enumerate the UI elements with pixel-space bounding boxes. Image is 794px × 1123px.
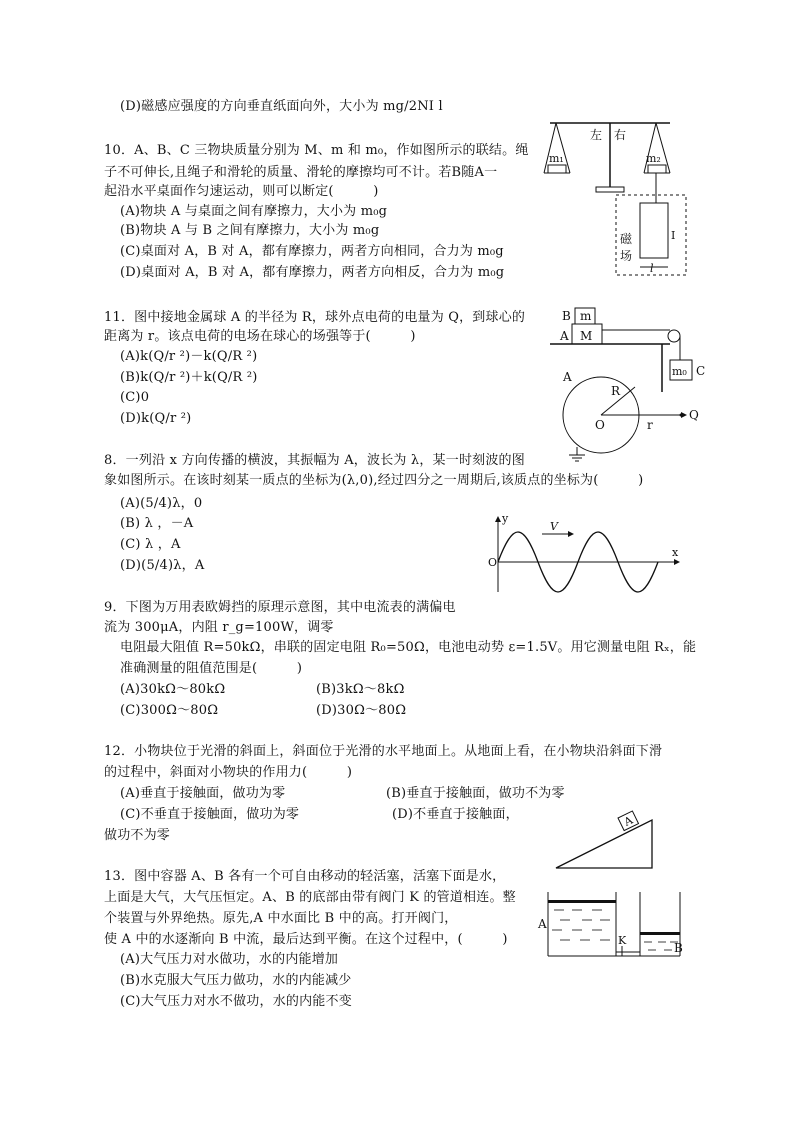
valve-k-label: K — [618, 934, 627, 947]
q11-stem-2: 距离为 r。该点电荷的电场在球心的场强等于( ) — [104, 329, 416, 344]
incline-figure — [552, 810, 662, 872]
q10-stem-1: 10．A、B、C 三物块质量分别为 M、m 和 m₀，作如图所示的联结。绳 — [104, 143, 529, 158]
q10-stem-2: 子不可伸长,且绳子和滑轮的质量、滑轮的摩擦均可不计。若B随A一 — [104, 165, 498, 180]
block-c-label: C — [696, 364, 706, 378]
q9-option-b: (B)3kΩ～8kΩ — [316, 682, 405, 697]
q8-option-b: (B) λ ，－A — [120, 516, 194, 531]
q8-option-c: (C) λ ，A — [120, 537, 181, 552]
q13-option-a: (A)大气压力对水做功，水的内能增加 — [120, 952, 339, 967]
q9-option-a: (A)30kΩ～80kΩ — [120, 682, 226, 697]
m1-label: m₁ — [549, 152, 564, 165]
q12-option-d-cont: 做功不为零 — [104, 828, 171, 843]
field-label-1: 磁 — [620, 232, 633, 246]
wave-figure — [488, 512, 688, 597]
right-label: 右 — [614, 128, 627, 142]
q10-option-c: (C)桌面对 A，B 对 A，都有摩擦力，两者方向相同，合力为 m₀g — [120, 244, 504, 259]
vessel-a-label: A — [538, 917, 547, 931]
left-label: 左 — [590, 128, 603, 142]
q11-option-b: (B)k(Q/r ²)＋k(Q/R ²) — [120, 370, 258, 385]
vessels-figure — [538, 888, 688, 963]
q13-stem-4: 使 A 中的水逐渐向 B 中流，最后达到平衡。在这个过程中，( ) — [104, 932, 508, 947]
q13-option-b: (B)水克服大气压力做功，水的内能减少 — [120, 973, 352, 988]
q13-stem-2: 上面是大气，大气压恒定。A、B 的底部由带有阀门 K 的管道相连。整 — [104, 890, 516, 905]
q10-option-a: (A)物块 A 与桌面之间有摩擦力，大小为 m₀g — [120, 204, 388, 219]
q9-stem-3: 电阻最大阻值 R=50kΩ，串联的固定电阻 R₀=50Ω，电池电动势 ε=1.5V。用它测量电阻 Rₓ，能 — [120, 640, 697, 655]
block-a-label: A — [560, 329, 569, 343]
q11-option-a: (A)k(Q/r ²)－k(Q/R ²) — [120, 349, 258, 364]
q9-option-d-prev: (D)磁感应强度的方向垂直纸面向外，大小为 mg/2NI l — [120, 99, 443, 114]
q9-stem-2: 流为 300μA，内阻 r_g=100W，调零 — [104, 620, 334, 635]
current-label: I — [671, 229, 676, 242]
q12-option-b: (B)垂直于接触面，做功不为零 — [386, 786, 565, 801]
q10-stem-3: 起沿水平桌面作匀速运动，则可以断定( ) — [104, 184, 379, 199]
charge-q-label: Q — [689, 408, 699, 422]
q9-option-d: (D)30Ω～80Ω — [316, 703, 407, 718]
origin-label: O — [488, 556, 498, 569]
q11-option-c: (C)0 — [120, 390, 150, 405]
distance-r-label: r — [647, 418, 653, 432]
q9-option-c: (C)300Ω～80Ω — [120, 703, 219, 718]
block-bigm-label: M — [580, 329, 593, 343]
x-axis-label: x — [672, 546, 679, 559]
incline-block-label: A — [622, 813, 635, 829]
q12-stem-2: 的过程中，斜面对小物块的作用力( ) — [104, 765, 353, 780]
balance-figure — [540, 115, 680, 280]
q8-option-d: (D)(5/4)λ，A — [120, 558, 205, 573]
q12-option-a: (A)垂直于接触面，做功为零 — [120, 786, 286, 801]
block-b-label: B — [562, 309, 571, 323]
q13-option-c: (C)大气压力对水不做功，水的内能不变 — [120, 994, 352, 1009]
q9-stem-1: 9．下图为万用表欧姆挡的原理示意图，其中电流表的满偏电 — [104, 600, 456, 615]
q11-option-d: (D)k(Q/r ²) — [120, 411, 192, 426]
q12-option-c: (C)不垂直于接触面，做功为零 — [120, 807, 300, 822]
q13-stem-1: 13．图中容器 A、B 各有一个可自由移动的轻活塞，活塞下面是水， — [104, 869, 506, 884]
y-axis-label: y — [502, 512, 509, 525]
field-label-2: 场 — [620, 249, 633, 263]
q12-option-d: (D)不垂直于接触面， — [392, 807, 519, 822]
q8-stem-2: 象如图所示。在该时刻某一质点的坐标为(λ,0),经过四分之一周期后,该质点的坐标为( ) — [104, 473, 644, 488]
sphere-a-label: A — [563, 370, 572, 384]
q9-stem-4: 准确测量的阻值范围是( ) — [120, 661, 303, 676]
q10-option-b: (B)物块 A 与 B 之间有摩擦力，大小为 m₀g — [120, 223, 380, 238]
vessel-b-label: B — [674, 941, 683, 955]
sphere-figure — [555, 365, 705, 465]
center-o-label: O — [595, 418, 605, 432]
q8-stem-1: 8．一列沿 x 方向传播的横波，其振幅为 A，波长为 λ，某一时刻波的图 — [104, 453, 525, 468]
q12-stem-1: 12．小物块位于光滑的斜面上，斜面位于光滑的水平地面上。从地面上看，在小物块沿斜面下滑 — [104, 744, 663, 759]
m2-label: m₂ — [646, 152, 661, 165]
q11-stem-1: 11．图中接地金属球 A 的半径为 R，球外点电荷的电量为 Q，到球心的 — [104, 310, 526, 325]
q8-option-a: (A)(5/4)λ，0 — [120, 496, 203, 511]
q10-option-d: (D)桌面对 A，B 对 A，都有摩擦力，两者方向相反，合力为 m₀g — [120, 265, 505, 280]
block-m-label: m — [580, 309, 592, 323]
velocity-label: V — [550, 520, 558, 533]
radius-label: R — [611, 384, 621, 398]
length-label: l — [650, 262, 654, 275]
q13-stem-3: 个装置与外界绝热。原先,A 中水面比 B 中的高。打开阀门， — [104, 911, 458, 926]
block-m0-label: m₀ — [672, 365, 687, 378]
